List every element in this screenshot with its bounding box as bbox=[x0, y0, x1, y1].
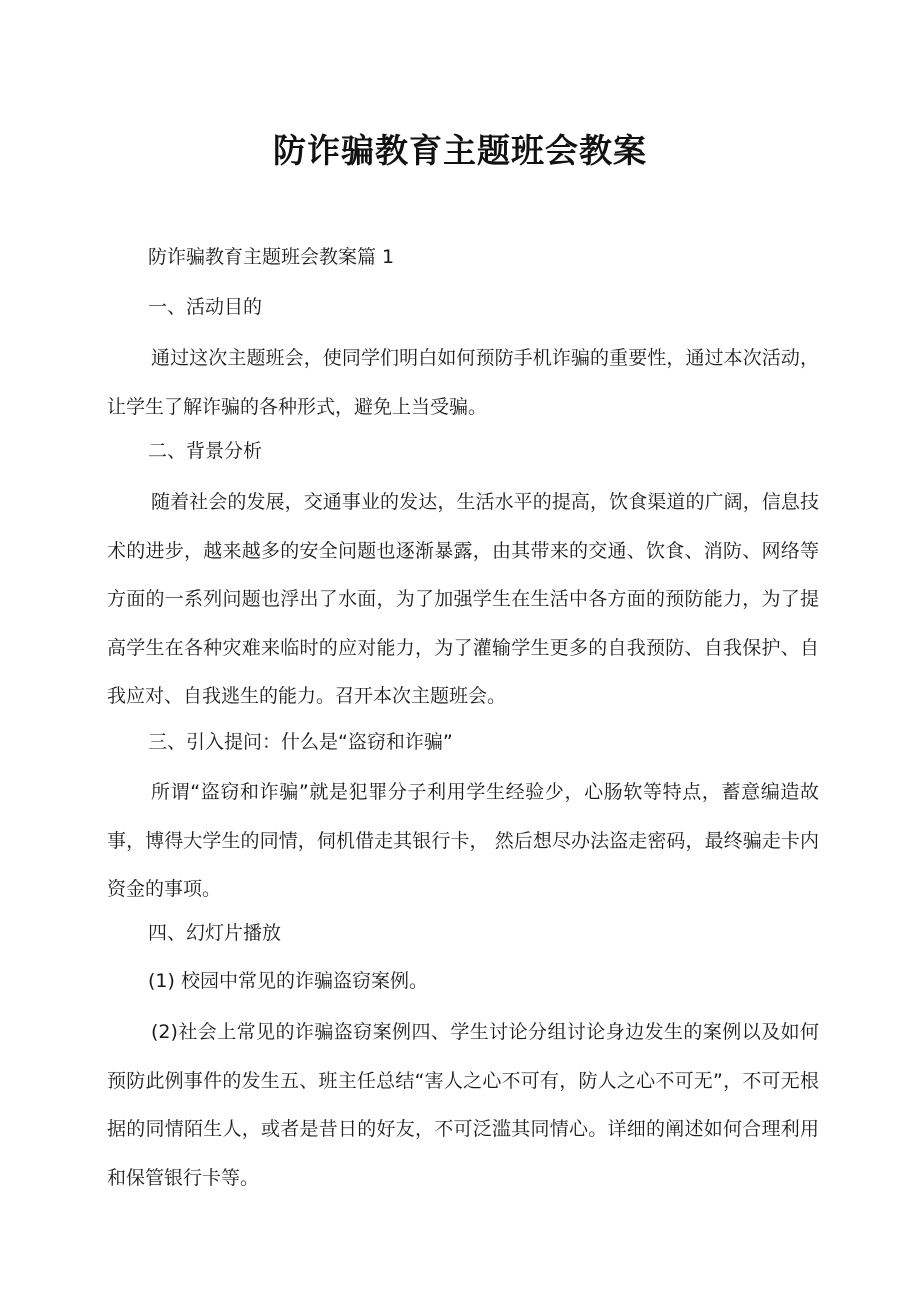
section-heading-purpose: 一、活动目的 bbox=[148, 296, 263, 318]
slides-item-society: (2)社会上常见的诈骗盗窃案例四、学生讨论分组讨论身边发生的案例以及如何预防此例事件的发生五、班主任总结“害人之心不可有，防人之心不可无”，不可无根据的同情陌生人，或者是昔日的好友，不可泛滥其同情心。详细的阐述如何合理利用和保管银行卡等。 bbox=[107, 1021, 819, 1189]
slides-item-campus: (1) 校园中常见的诈骗盗窃案例。 bbox=[148, 970, 428, 992]
section-heading-question: 三、引入提问：什么是“盗窃和诈骗” bbox=[148, 731, 453, 753]
section-paragraph-question: 所谓“盗窃和诈骗”就是犯罪分子利用学生经验少，心肠软等特点，蓄意编造故事，博得大学生的同情，伺机借走其银行卡， 然后想尽办法盗走密码，最终骗走卡内资金的事项。 bbox=[107, 781, 819, 900]
document-subtitle: 防诈骗教育主题班会教案篇 1 bbox=[148, 246, 395, 268]
section-paragraph-background: 随着社会的发展，交通事业的发达，生活水平的提高，饮食渠道的广阔，信息技术的进步，越来越多的安全问题也逐渐暴露，由其带来的交通、饮食、消防、网络等方面的一系列问题也浮出了水面，为了加强学生在生活中各方面的预防能力，为了提高学生在各种灾难来临时的应对能力，为了灌输学生更多的自我预防、自我保护、自我应对、自我逃生的能力。召开本次主题班会。 bbox=[107, 491, 819, 707]
section-heading-slides: 四、幻灯片播放 bbox=[148, 922, 282, 944]
section-heading-background: 二、背景分析 bbox=[148, 440, 263, 462]
section-paragraph-purpose: 通过这次主题班会，使同学们明白如何预防手机诈骗的重要性，通过本次活动，让学生了解诈骗的各种形式，避免上当受骗。 bbox=[107, 347, 819, 418]
document-title: 防诈骗教育主题班会教案 bbox=[273, 131, 647, 170]
